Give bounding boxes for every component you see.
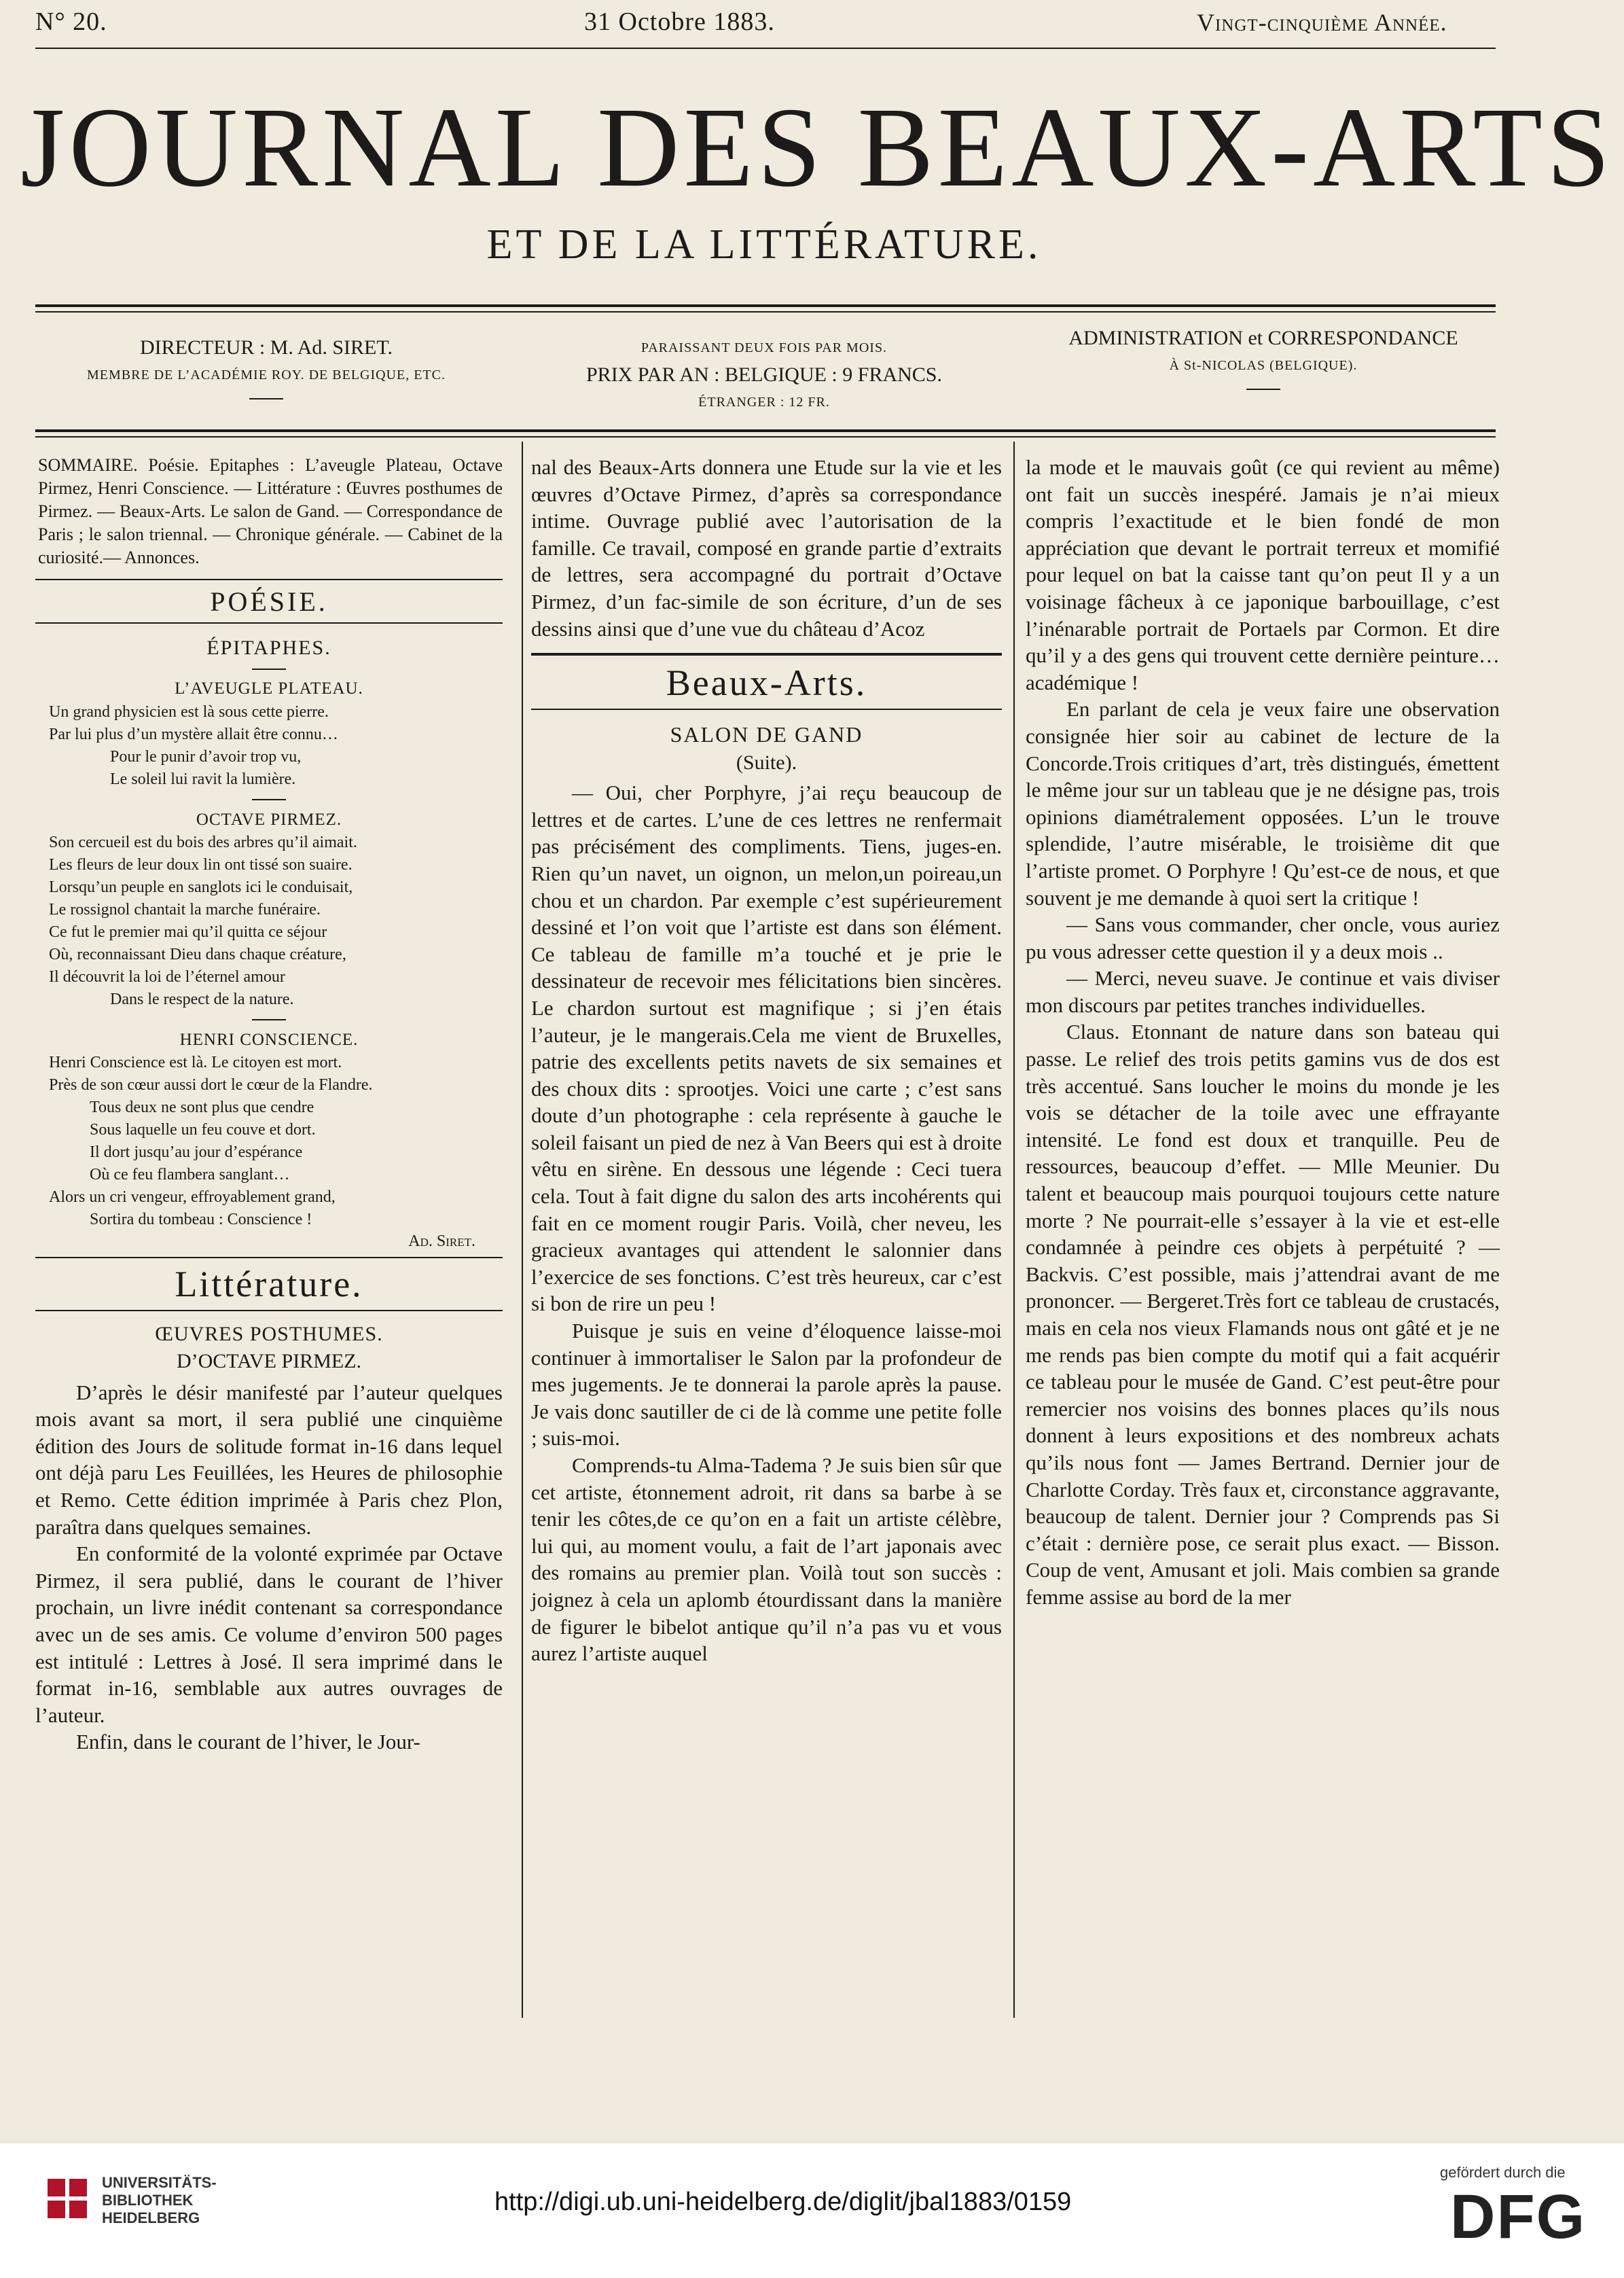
poem-line: Il découvrit la loi de l’éternel amour	[49, 967, 285, 986]
section-rule	[35, 622, 503, 624]
poem-line: Le rossignol chantait la marche funéraire.	[49, 900, 321, 919]
section-rule	[531, 709, 1002, 710]
admin: ADMINISTRATION et CORRESPONDANCE	[1068, 327, 1458, 349]
funder-label: gefördert durch die	[1440, 2164, 1566, 2181]
admin-address: À St-NICOLAS (BELGIQUE).	[1169, 358, 1358, 373]
column-separator-1	[522, 442, 523, 2018]
poem-line: Sous laquelle un feu couve et dort.	[90, 1120, 316, 1139]
paragraph: Puisque je suis en veine d’éloquence laisse-moi continuer à immortaliser le Salon par la profondeur de mes jugements. Je te donnerai la parole après la pause. Je vais donc sautiller de ci de là comme une petite folle ; suis-moi.	[531, 1319, 1002, 1451]
paragraph: Comprends-tu Alma-Tadema ? Je suis bien sûr que cet artiste, étonnement adroit, rit dans sa barbe à se tenir les côtes,de ce qu’on en a fait un artiste célèbre, lui qui, au moment voulu, a fait de l’art japonais avec des romains au premier plan. Voilà tout son succès : joignez à cela un aplomb étourdissant dans la manière de figurer le bibelot antique qu’il n’a pas vu et vous aurez l’artiste auquel	[531, 1453, 1002, 1666]
poem-line: Où ce feu flambera sanglant…	[90, 1165, 290, 1184]
paragraph: Enfin, dans le courant de l’hiver, le Jour-	[76, 1730, 420, 1754]
poem-line: Un grand physicien est là sous cette pierre.	[49, 702, 329, 721]
poem-line: Sortira du tombeau : Conscience !	[90, 1210, 312, 1228]
footer-bar	[0, 2143, 1624, 2278]
poem-line: Pour le punir d’avoir trop vu,	[110, 747, 302, 766]
column-1	[35, 454, 503, 1756]
dash	[252, 799, 286, 800]
admin-dash	[1246, 389, 1280, 390]
schedule: PARAISSANT DEUX FOIS PAR MOIS.	[640, 340, 888, 355]
poem-line: Par lui plus d’un mystère allait être connu…	[49, 725, 338, 743]
poem-line: Ce fut le premier mai qu’il quitta ce séjour	[49, 923, 327, 941]
top-rule	[35, 48, 1496, 49]
poem-line: Lorsqu’un peuple en sanglots ici le conduisait,	[49, 878, 353, 896]
poem-line: Où, reconnaissant Dieu dans chaque créature,	[49, 945, 346, 963]
director-dash	[249, 398, 283, 399]
poem-line: Tous deux ne sont plus que cendre	[90, 1098, 314, 1116]
issue-number: N° 20.	[35, 7, 107, 36]
paragraph: — Oui, cher Porphyre, j’ai reçu beaucoup de lettres et de cartes. L’une de ces lettres ne renfermait pas précisément des compliments. Tiens, juges-en. Rien qu’un navet, un oignon, un melon,un poireau,un chou et un chardon. Par exemple c’est supérieurement dessiné et l’on voit que l’artiste est dans son élément. Ce tableau de famille m’a touché et je prie le dessinateur de recevoir mes félicitations bien sincères. Le chardon surtout est magnifique ; si j’en étais l’auteur, je le mangerais.Cela me vient de Bruxelles, patrie des excellents petits navets de six semaines et des choux dits : sprootjes. Voici une carte ; c’est sans doute d’un photographe : cela représente à gauche le soleil faisant un pied de nez à Van Beers qui est à droite vêtu en sirène. En dessous une légende : Ceci tuera cela. Tout à fait digne du salon des arts incohérents qui fait en ce moment rougir Paris. Voilà, cher neveu, les gracieux avantages qui attendent le salonnier dans l’exercice de ses fonctions. C’est très heureux, car c’est si bon de rire un peu !	[531, 781, 1002, 1316]
poem-line: Alors un cri vengeur, effroyablement grand,	[49, 1188, 336, 1206]
journal-title: JOURNAL DES BEAUX-ARTS	[20, 84, 1614, 211]
poem-2-title: OCTAVE PIRMEZ.	[196, 810, 342, 829]
header-rule	[35, 429, 1496, 432]
section-rule	[531, 653, 1002, 656]
poem-3	[35, 1052, 503, 1231]
column-3	[1026, 454, 1500, 1611]
director: DIRECTEUR : M. Ad. SIRET.	[140, 336, 393, 359]
paragraph: En conformité de la volonté exprimée par Octave Pirmez, il sera publié, dans le courant de l’hiver prochain, un livre inédit contenant sa correspondance avec un de ses amis. Ce volume d’environ 500 pages est intitulé : Lettres à José. Il sera imprimé dans le format in-16, semblable aux autres ouvrages de l’auteur.	[35, 1542, 503, 1727]
price-block	[530, 334, 998, 416]
library-logo-icon	[48, 2179, 87, 2218]
issue-year: Vingt-cinquième Année.	[1197, 9, 1447, 36]
section-rule	[35, 579, 503, 580]
dfg-logo: DFG	[1450, 2182, 1587, 2252]
issue-date: 31 Octobre 1883.	[584, 7, 775, 36]
poem-line: Le soleil lui ravit la lumière.	[110, 770, 296, 788]
poem-line: Près de son cœur aussi dort le cœur de la Flandre.	[49, 1075, 373, 1094]
director-block	[35, 334, 497, 406]
epitaphes-title: ÉPITAPHES.	[206, 637, 331, 659]
paragraph: — Merci, neveu suave. Je continue et vais diviser mon discours par petites tranches individuelles.	[1026, 966, 1500, 1017]
price: PRIX PAR AN : BELGIQUE : 9 FRANCS.	[586, 363, 942, 386]
poem-line: Les fleurs de leur doux lin ont tissé son suaire.	[49, 855, 353, 874]
section-rule	[35, 1310, 503, 1311]
oeuvres-subtitle: D’OCTAVE PIRMEZ.	[176, 1349, 362, 1372]
foreign-price: ÉTRANGER : 12 FR.	[698, 395, 830, 410]
oeuvres-title: ŒUVRES POSTHUMES.	[155, 1322, 383, 1345]
masthead-rule	[35, 304, 1496, 307]
paragraph: — Sans vous commander, cher oncle, vous auriez pu vous adresser cette question il y a deux mois ..	[1026, 912, 1500, 963]
poem-1	[35, 701, 503, 791]
paragraph: la mode et le mauvais goût (ce qui revient au même) ont fait un succès inespéré. Jamais je n’ai mieux compris l’exactitude et le bien fondé de mon appréciation que devant le portrait terreux et momifié pour lequel on bat la caisse tant qu’on peut Il y a un voisinage fâcheux à ce japonique barbouillage, c’est l’inénarable portrait de Portaels par Cormon. Et dire qu’il y a des gens qui trouvent cette dernière peinture… académique !	[1026, 455, 1500, 694]
masthead-rule-2	[35, 311, 1496, 313]
column-separator-2	[1013, 442, 1015, 2018]
beaux-arts-title: Beaux-Arts.	[666, 662, 867, 704]
page-url[interactable]: http://digi.ub.uni-heidelberg.de/diglit/jbal1883/0159	[494, 2188, 1072, 2216]
salon-title: SALON DE GAND	[670, 722, 863, 747]
section-rule	[35, 1257, 503, 1258]
dash	[252, 1019, 286, 1020]
column-2	[531, 454, 1002, 1667]
paragraph: D’après le désir manifesté par l’auteur quelques mois avant sa mort, il sera publié une cinquième édition des Jours de solitude format in-16 dans lequel ont déjà paru Les Feuillées, les Heures de philosophie et Remo. Cette édition imprimée à Paris chez Plon, paraîtra dans quelques semaines.	[35, 1380, 503, 1539]
poem-2	[35, 832, 503, 1011]
library-name: UNIVERSITÄTS- BIBLIOTHEK HEIDELBERG	[102, 2174, 217, 2226]
poem-1-title: L’AVEUGLE PLATEAU.	[175, 679, 363, 698]
paragraph: nal des Beaux-Arts donnera une Etude sur la vie et les œuvres d’Octave Pirmez, d’après sa correspondance intime. Ouvrage publié avec l’autorisation de la famille. Ce travail, composé en grande partie d’extraits de lettres, sera accompagné du portrait d’Octave Pirmez, d’un fac-simile de son écriture, d’un de ses dessins ainsi que d’une vue du château d’Acoz	[531, 455, 1002, 641]
poem-line: Il dort jusqu’au jour d’espérance	[90, 1143, 303, 1161]
director-title: MEMBRE DE L’ACADÉMIE ROY. DE BELGIQUE, ETC.	[87, 368, 446, 382]
journal-subtitle: ET DE LA LITTÉRATURE.	[486, 221, 1042, 268]
paragraph: Claus. Etonnant de nature dans son bateau qui passe. Le relief des trois petits gamins vus de dos est très accentué. Sans loucher le moins du monde je les vois se détacher de la toile avec une effrayante intensité. Le fond est doux et tranquille. Peu de ressources, beaucoup d’effet. — Mlle Meunier. Du talent et beaucoup mais pourquoi toujours cette nature morte ? Ne pourrait-elle s’essayer à la vie et est-elle condamnée à peindre ces objets à perpétuité ? — Backvis. C’est possible, mais j’attendrai avant de me prononcer. — Bergeret.Très fort ce tableau de crustacés, mais en cela nos vieux Flamands nous ont gâté et je ne me rends pas bien compte du motif qui a fait acquérir ce tableau pour le musée de Gand. C’est peut-être pour remercier nos voisins des bonnes places qu’ils nous donnent à leurs expositions et des nombreux achats qu’ils nous font — James Bertrand. Dernier jour de Charlotte Corday. Très faux et, circonstance aggravante, beaucoup de talent. Dernier jour ? Comprends pas Si c’était : dernière pose, ce serait plus exact. — Bisson. Coup de vent, Amusant et joli. Mais combien sa grande femme assise au bord de la mer	[1026, 1020, 1500, 1609]
litterature-title: Littérature.	[175, 1263, 363, 1304]
poem-line: Dans le respect de la nature.	[110, 990, 294, 1008]
poem-line: Henri Conscience est là. Le citoyen est mort.	[49, 1053, 342, 1071]
dash	[252, 669, 286, 670]
poem-line: Son cercueil est du bois des arbres qu’il aimait.	[49, 833, 357, 851]
header-rule-2	[35, 436, 1496, 438]
salon-subtitle: (Suite).	[736, 751, 797, 775]
paragraph: En parlant de cela je veux faire une observation consignée hier soir au cabinet de lecture de la Concorde.Trois critiques d’art, très distingués, émettent le même jour sur un tableau que je ne désigne pas, trois opinions diamétralement opposées. L’un le trouve splendide, l’autre misérable, le troisième dit que l’artiste promet. O Porphyre ! Qu’est-ce de nous, et que souvent je me demande à quoi sert la critique !	[1026, 697, 1500, 910]
admin-block	[1026, 325, 1501, 397]
signature: Ad. Siret.	[408, 1232, 475, 1250]
poesie-title: POÉSIE.	[210, 586, 328, 617]
sommaire: SOMMAIRE. Poésie. Epitaphes : L’aveugle Plateau, Octave Pirmez, Henri Conscience. — Littérature : Œuvres posthumes de Pirmez. — Beaux-Arts. Le salon de Gand. — Correspondance de Paris ; le salon triennal. — Chronique générale. — Cabinet de la curiosité.— Annonces.	[38, 455, 503, 567]
poem-3-title: HENRI CONSCIENCE.	[179, 1030, 359, 1049]
